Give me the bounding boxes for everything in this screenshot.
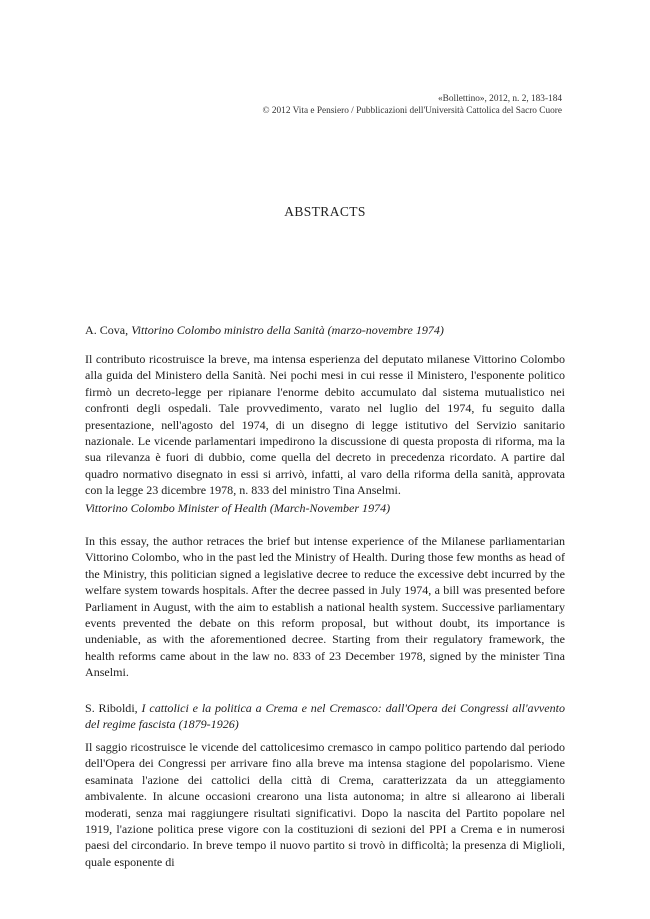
entry-1-title-en: Vittorino Colombo Minister of Health (March-November 1974) (85, 501, 391, 515)
copyright-line: © 2012 Vita e Pensiero / Pubblicazioni dell'Università Cattolica del Sacro Cuore (262, 106, 562, 116)
entry-1-abstract-en (85, 533, 565, 681)
entry-2-author: S. Riboldi, (85, 701, 138, 715)
entry-1-author: A. Cova, (85, 323, 129, 337)
entry-2-abstract-it (85, 739, 565, 870)
entry-2-heading (85, 700, 565, 733)
entry-1-heading (85, 322, 565, 338)
entry-1-abstract-it-text: Il contributo ricostruisce la breve, ma intensa esperienza del deputato milanese Vittorino Colombo alla guida del Ministero della Sanità. Nei pochi mesi in cui resse il Ministero, l'esponente politico firmò un decreto-legge per ripianare l'enorme debito accumulato dal sistema mutualistico nei confronti degli ospedali. Tale provvedimento, varato nel luglio del 1974, fu seguito dalla presentazione, nell'agosto del 1974, di un disegno di legge istitutivo del Servizio sanitario nazionale. Le vicende parlamentari impedirono la discussione di questa proposta di riforma, ma la sua rilevanza è fuori di dubbio, come quella del decreto in precedenza ricordato. A partire dal quadro normativo disegnato in essi si arrivò, infatti, al varo della riforma della sanità, approvata con la legge 23 dicembre 1978, n. 833 del ministro Tina Anselmi. (85, 352, 565, 498)
running-head (142, 93, 562, 117)
entry-2-abstract-it-text: Il saggio ricostruisce le vicende del cattolicesimo cremasco in campo politico partendo dal periodo dell'Opera dei Congressi per arrivare fino alla breve ma intensa stagione del popolarismo. Viene esaminata l'azione dei cattolici della città di Crema, caratterizzata da un atteggiamento ambivalente. In alcune occasioni crearono una lista autonoma; in altre si allearono ai liberali moderati, senza mai raggiungere risultati significativi. Dopo la nascita del Partito popolare nel 1919, l'azione politica prese vigore con la costituzioni di sezioni del PPI a Crema e in numerosi paesi del circondario. In breve tempo il nuovo partito si trovò in difficoltà; la presenza di Miglioli, quale esponente di (85, 740, 565, 869)
page-title: ABSTRACTS (284, 204, 366, 219)
journal-citation: «Bollettino», 2012, n. 2, 183-184 (438, 94, 562, 104)
entry-1-abstract-en-text: In this essay, the author retraces the brief but intense experience of the Milanese parliamentarian Vittorino Colombo, who in the past led the Ministry of Health. During those few months as head of the Ministry, this politician signed a legislative decree to reduce the excessive debt incurred by the welfare system towards hospitals. After the decree passed in July 1974, a bill was presented before Parliament in August, with the aim to establish a national health system. Successive parliamentary events prevented the debate on this reform proposal, but without doubt, its importance is undeniable, as with the aforementioned decree. Starting from their regulatory framework, the health reforms came about in the law no. 833 of 23 December 1978, signed by the minister Tina Anselmi. (85, 534, 565, 680)
entry-2-title-it: I cattolici e la politica a Crema e nel Cremasco: dall'Opera dei Congressi all'avvento del regime fascista (1879-1926) (85, 701, 566, 732)
entry-1-abstract-it (85, 351, 565, 499)
entry-1-heading-en (85, 500, 565, 516)
entry-1-title-it: Vittorino Colombo ministro della Sanità (marzo-novembre 1974) (131, 323, 444, 337)
